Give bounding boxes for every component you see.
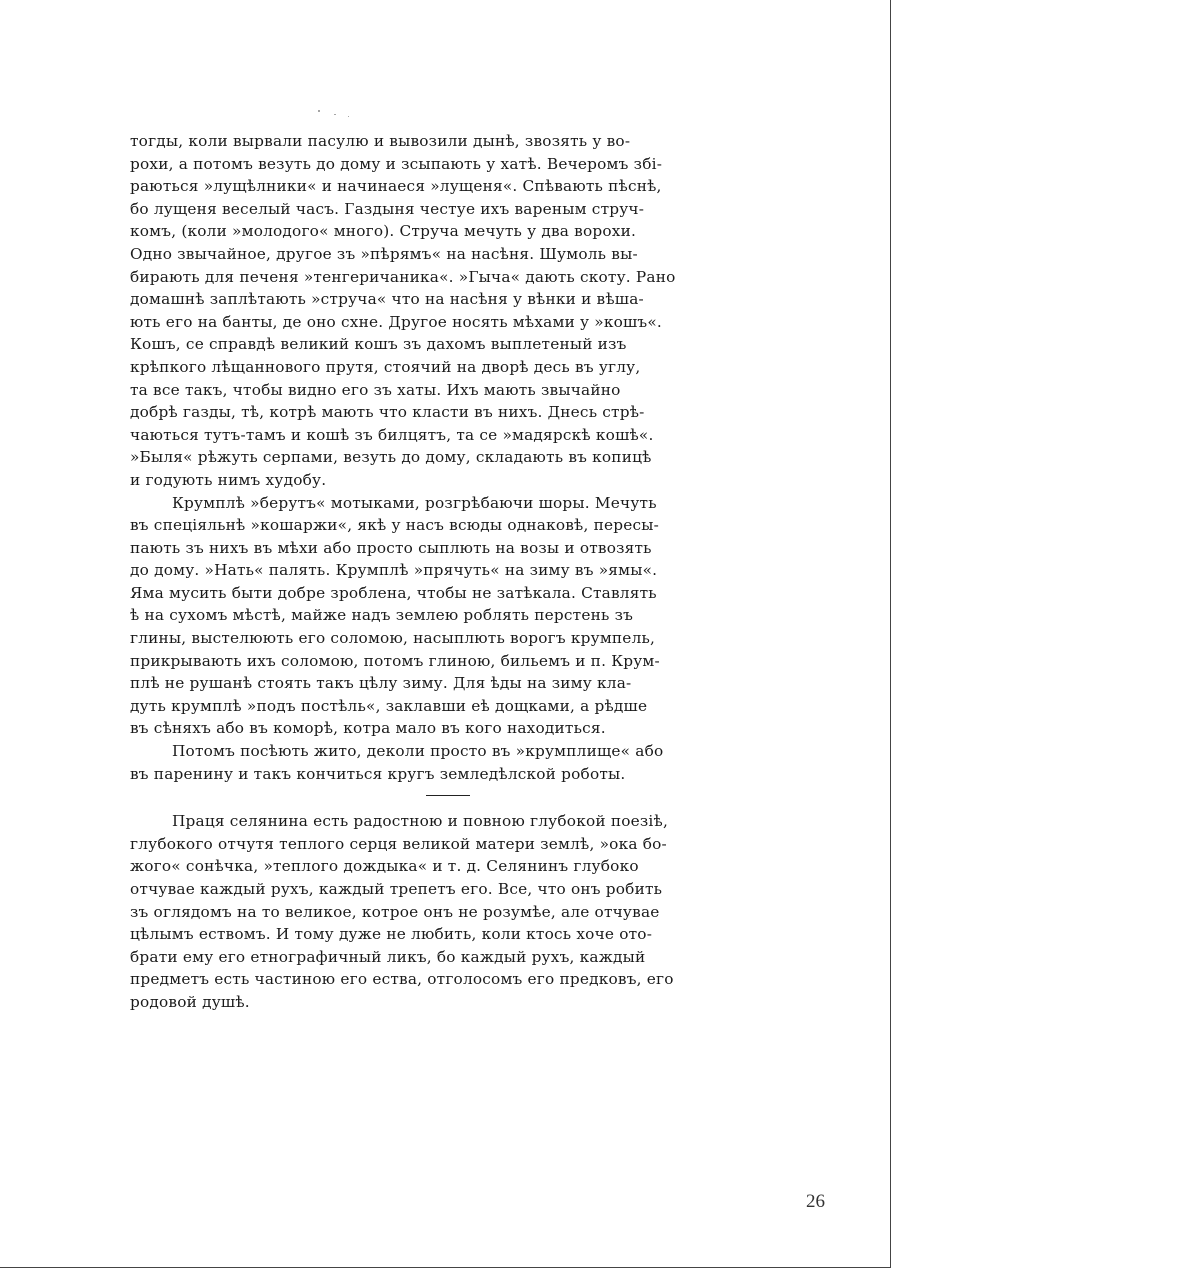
text-line: глины, выстелюють его соломою, насыплють ворогъ крумпель,	[130, 629, 656, 648]
text-line: глубокого отчутя теплого серця великой матери землѣ, »ока бо-	[130, 834, 667, 853]
paragraph-potatoes	[130, 492, 770, 741]
paragraph-rye	[130, 740, 770, 785]
body-text	[130, 130, 770, 1014]
scan-speck	[334, 114, 336, 115]
text-line: ѣ на сухомъ мѣстѣ, майже надъ землею роблять перстень зъ	[130, 606, 634, 625]
text-line: предметъ есть частиною его ества, отголосомъ его предковъ, его	[130, 970, 674, 989]
text-line: домашнѣ заплѣтають »струча« что на насѣня у вѣнки и вѣша-	[130, 290, 644, 309]
text-line: бо лущеня веселый часъ. Газдыня честуе ихъ вареным струч-	[130, 199, 645, 218]
text-line: комъ, (коли »молодого« много). Струча мечуть у два ворохи.	[130, 222, 637, 241]
paragraph-beans	[130, 130, 770, 492]
text-line: родовой душѣ.	[130, 992, 250, 1011]
text-line: крѣпкого лѣщаннового прутя, стоячий на дворѣ десь въ углу,	[130, 357, 641, 376]
section-divider	[426, 795, 470, 796]
text-line: въ сѣняхъ або въ коморѣ, котра мало въ кого находиться.	[130, 719, 606, 738]
text-line: до дому. »Нать« палять. Крумплѣ »прячуть« на зиму въ »ямы«.	[130, 561, 658, 580]
text-line: отчувае каждый рухъ, каждый трепетъ его. Все, что онъ робить	[130, 880, 663, 898]
text-line: раються »лущѣлники« и начинаеся »лущеня«. Спѣвають пѣснѣ,	[130, 177, 662, 196]
text-line: Яма мусить быти добре зроблена, чтобы не затѣкала. Ставлять	[130, 583, 657, 602]
text-line: Одно звычайное, другое зъ »пѣрямъ« на насѣня. Шумоль вы-	[130, 244, 638, 263]
text-line: Потомъ посѣють жито, деколи просто въ »крумплище« або	[172, 742, 664, 761]
paragraph-peasant-labour	[130, 810, 770, 1013]
text-line: и годують нимъ худобу.	[130, 470, 327, 489]
text-line: прикрывають ихъ соломою, потомъ глиною, бильемъ и п. Крум-	[130, 651, 660, 670]
text-line: чаються тутъ-тамъ и кошѣ зъ билцятъ, та се »мадярскѣ кошѣ«.	[130, 425, 654, 444]
text-line: плѣ не рушанѣ стоять такъ цѣлу зиму. Для ѣды на зиму кла-	[130, 674, 632, 693]
text-line: та все такъ, чтобы видно его зъ хаты. Ихъ мають звычайно	[130, 380, 621, 399]
text-line: добрѣ газды, тѣ, котрѣ мають что класти въ нихъ. Днесь стрѣ-	[130, 403, 645, 422]
text-line: зъ оглядомъ на то великое, котрое онъ не розумѣе, але отчувае	[130, 902, 660, 921]
text-line: дуть крумплѣ »подъ постѣль«, заклавши еѣ дощками, а рѣдше	[130, 696, 648, 715]
text-line: тогды, коли вырвали пасулю и вывозили дынѣ, звозять у во-	[130, 132, 631, 150]
text-line: цѣлымъ ествомъ. И тому дуже не любить, коли ктось хоче ото-	[130, 925, 653, 944]
scan-speck	[348, 116, 349, 117]
page-number: 26	[806, 1191, 825, 1212]
text-line: Праця селянина есть радостною и повною глубокой поезiѣ,	[172, 812, 669, 831]
text-line: бирають для печеня »тенгеричаника«. »Гыча« дають скоту. Рано	[130, 267, 676, 286]
text-line: ють его на банты, де оно схне. Другое носять мѣхами у »кошъ«.	[130, 312, 662, 331]
text-line: жого« сонѣчка, »теплого дождыка« и т. д. Селянинъ глубоко	[130, 857, 639, 876]
text-line: пають зъ нихъ въ мѣхи або просто сыплють на возы и отвозять	[130, 538, 652, 557]
scan-speck	[318, 110, 320, 112]
text-line: »Быля« рѣжуть серпами, везуть до дому, складають въ копицѣ	[130, 448, 652, 467]
text-line: въ паренину и такъ кончиться кругъ земледѣлской роботы.	[130, 764, 626, 783]
text-line: брати ему его етнографичный ликъ, бо каждый рухъ, каждый	[130, 947, 646, 966]
text-line: Кошъ, се справдѣ великий кошъ зъ дахомъ выплетеный изъ	[130, 335, 627, 354]
text-line: въ спецiяльнѣ »кошаржи«, якѣ у насъ всюды однаковѣ, пересы-	[130, 516, 660, 535]
text-line: рохи, а потомъ везуть до дому и зсыпають у хатѣ. Вечеромъ збі-	[130, 154, 663, 173]
text-line: Крумплѣ »берутъ« мотыками, розгрѣбаючи шоры. Мечуть	[172, 493, 657, 512]
